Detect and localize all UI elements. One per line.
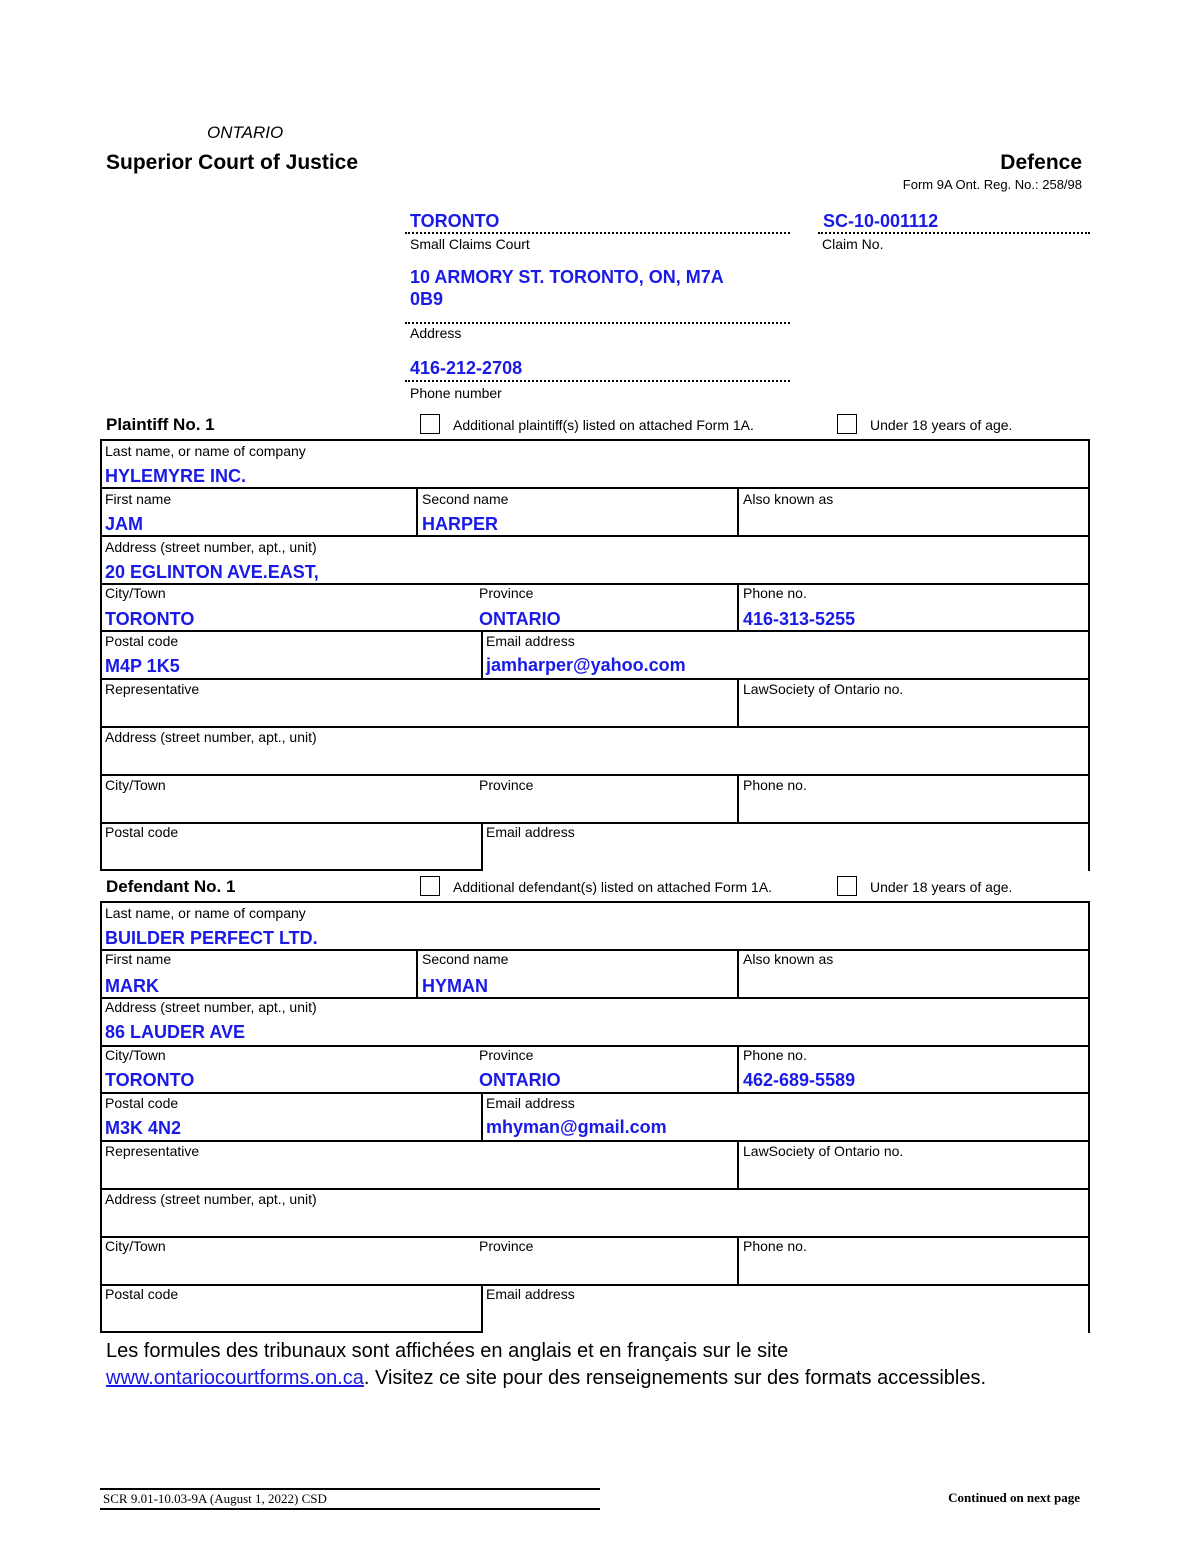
claim-no-label: Claim No. — [822, 236, 884, 252]
defendant-title: Defendant No. 1 — [106, 877, 236, 896]
plaintiff-last-name-value[interactable]: HYLEMYRE INC. — [105, 466, 247, 486]
defendant-province-label: Province — [479, 1047, 534, 1063]
plaintiff-first-name-label: First name — [105, 491, 172, 507]
plaintiff-additional-label: Additional plaintiff(s) listed on attached Form 1A. — [453, 417, 754, 433]
footer-form-code: SCR 9.01-10.03-9A (August 1, 2022) CSD — [103, 1491, 327, 1506]
court-name: Superior Court of Justice — [106, 151, 359, 174]
plaintiff-phone-value[interactable]: 416-313-5255 — [743, 609, 856, 629]
court-phone-field[interactable] — [405, 356, 790, 382]
continued-note: Continued on next page — [948, 1490, 1080, 1505]
plaintiff-address-label: Address (street number, apt., unit) — [105, 539, 317, 555]
plaintiff-province-label: Province — [479, 585, 534, 601]
notice-line1: Les formules des tribunaux sont affichées en anglais et en français sur le site — [106, 1340, 789, 1362]
defendant-additional-label: Additional defendant(s) listed on attached Form 1A. — [453, 879, 773, 895]
plaintiff-additional-checkbox[interactable] — [420, 414, 440, 434]
defendant-additional-checkbox[interactable] — [420, 876, 440, 896]
court-location-label: Small Claims Court — [410, 236, 530, 252]
plaintiff-email-value[interactable]: jamharper@yahoo.com — [486, 655, 686, 675]
plaintiff-city-value[interactable]: TORONTO — [105, 609, 195, 629]
plaintiff-address-value[interactable]: 20 EGLINTON AVE.EAST, — [105, 562, 319, 582]
defendant-last-name-label: Last name, or name of company — [105, 905, 306, 921]
defendant-email-label: Email address — [486, 1095, 575, 1111]
defendant-address-value[interactable]: 86 LAUDER AVE — [105, 1022, 246, 1042]
court-phone-label: Phone number — [410, 385, 502, 401]
defendant-second-name-value[interactable]: HYMAN — [422, 976, 488, 996]
plaintiff-lso-label: LawSociety of Ontario no. — [743, 681, 904, 697]
plaintiff-rep-email-label: Email address — [486, 824, 575, 840]
plaintiff-city-label: City/Town — [105, 585, 166, 601]
defendant-second-name-label: Second name — [422, 951, 509, 967]
court-address-field[interactable] — [405, 264, 790, 324]
form-number: Form 9A Ont. Reg. No.: 258/98 — [902, 177, 1082, 192]
defendant-address-label: Address (street number, apt., unit) — [105, 999, 317, 1015]
defendant-email-value[interactable]: mhyman@gmail.com — [486, 1117, 667, 1137]
province-heading: ONTARIO — [207, 123, 284, 142]
defendant-rep-city-label: City/Town — [105, 1238, 166, 1254]
plaintiff-email-label: Email address — [486, 633, 575, 649]
plaintiff-rep-address-label: Address (street number, apt., unit) — [105, 729, 317, 745]
notice-line2 — [106, 1365, 1096, 1392]
court-address-label: Address — [410, 325, 462, 341]
defendant-postal-value[interactable]: M3K 4N2 — [105, 1118, 182, 1138]
court-location-value: TORONTO — [410, 211, 500, 231]
defendant-lso-label: LawSociety of Ontario no. — [743, 1143, 904, 1159]
plaintiff-rep-postal-label: Postal code — [105, 824, 179, 840]
court-location-field[interactable] — [405, 210, 790, 234]
court-address-line2: 0B9 — [410, 289, 444, 309]
defendant-rep-postal-label: Postal code — [105, 1286, 179, 1302]
plaintiff-phone-label: Phone no. — [743, 585, 807, 601]
defendant-first-name-label: First name — [105, 951, 172, 967]
form-title: Defence — [1000, 151, 1082, 174]
defendant-phone-value[interactable]: 462-689-5589 — [743, 1070, 856, 1090]
court-phone-value: 416-212-2708 — [410, 358, 523, 378]
language-notice — [106, 1338, 1096, 1392]
plaintiff-second-name-label: Second name — [422, 491, 509, 507]
plaintiff-rep-city-label: City/Town — [105, 777, 166, 793]
plaintiff-under18-label: Under 18 years of age. — [870, 417, 1013, 433]
defendant-postal-label: Postal code — [105, 1095, 179, 1111]
plaintiff-rep-label: Representative — [105, 681, 200, 697]
plaintiff-postal-label: Postal code — [105, 633, 179, 649]
plaintiff-aka-label: Also known as — [743, 491, 834, 507]
defendant-aka-label: Also known as — [743, 951, 834, 967]
plaintiff-rep-phone-label: Phone no. — [743, 777, 807, 793]
claim-no-field[interactable] — [818, 210, 1090, 234]
defendant-rep-label: Representative — [105, 1143, 200, 1159]
defendant-under18-checkbox[interactable] — [837, 876, 857, 896]
court-address-line1: 10 ARMORY ST. TORONTO, ON, M7A — [410, 267, 724, 287]
plaintiff-title: Plaintiff No. 1 — [106, 415, 215, 434]
defendant-rep-province-label: Province — [479, 1238, 534, 1254]
plaintiff-under18-checkbox[interactable] — [837, 414, 857, 434]
plaintiff-rep-province-label: Province — [479, 777, 534, 793]
defendant-under18-label: Under 18 years of age. — [870, 879, 1013, 895]
defendant-first-name-value[interactable]: MARK — [105, 976, 159, 996]
ontario-court-forms-link[interactable]: www.ontariocourtforms.on.ca — [106, 1367, 364, 1389]
defendant-rep-email-label: Email address — [486, 1286, 575, 1302]
defendant-rep-address-label: Address (street number, apt., unit) — [105, 1191, 317, 1207]
plaintiff-province-value[interactable]: ONTARIO — [479, 609, 561, 629]
plaintiff-first-name-value[interactable]: JAM — [105, 514, 144, 534]
defendant-city-label: City/Town — [105, 1047, 166, 1063]
claim-no-value: SC-10-001112 — [823, 211, 939, 231]
plaintiff-postal-value[interactable]: M4P 1K5 — [105, 656, 180, 676]
plaintiff-last-name-label: Last name, or name of company — [105, 443, 306, 459]
defendant-phone-label: Phone no. — [743, 1047, 807, 1063]
notice-line2-rest: . Visitez ce site pour des renseignements sur des formats accessibles. — [363, 1367, 987, 1389]
defendant-last-name-value[interactable]: BUILDER PERFECT LTD. — [105, 928, 318, 948]
footer-form-code-box — [100, 1488, 600, 1510]
defendant-rep-phone-label: Phone no. — [743, 1238, 807, 1254]
plaintiff-second-name-value[interactable]: HARPER — [422, 514, 499, 534]
defendant-city-value[interactable]: TORONTO — [105, 1070, 195, 1090]
defendant-province-value[interactable]: ONTARIO — [479, 1070, 561, 1090]
